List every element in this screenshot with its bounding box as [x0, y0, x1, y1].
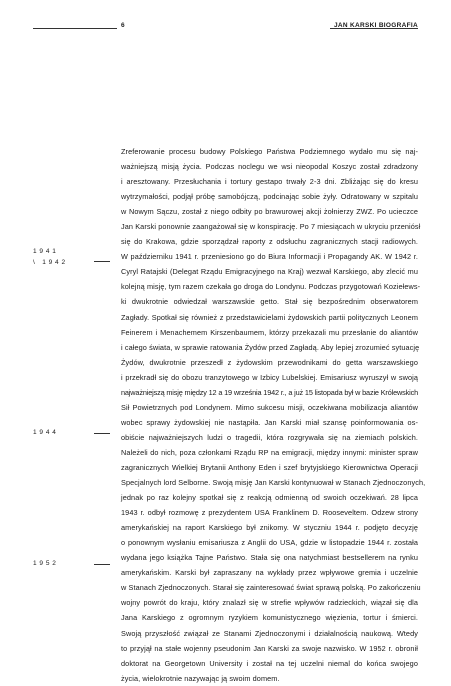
- text-line: Żydów, dwukrotnie przeszedł z żydowskim przewodnikami do getta warszawskiego: [121, 357, 418, 367]
- text-line: ki dwukrotnie odwiedzał warszawskie getto. Stał się bezpośrednim obserwatorem: [121, 297, 418, 307]
- text-line: obiście najważniejszych ludzi o tragedii, która rozgrywała się na ziemiach polskich.: [121, 432, 418, 442]
- text-line: Sił Powietrznych pod Londynem. Mimo sukcesu misji, oczekiwana mobilizacja aliantów: [121, 402, 418, 412]
- text-line: najważniejszą misję między 12 a 19 września 1942 r., a już 15 listopada był w bazie Królewskich: [121, 387, 418, 397]
- text-line: w Nowym Sączu, został z niego odbity po brawurowej akcji żołnierzy ZWZ. Po ucieczce: [121, 207, 418, 217]
- margin-year-1942: \ 1942: [33, 259, 68, 266]
- running-title: JAN KARSKI BIOGRAFIA: [333, 22, 418, 29]
- text-line: to przyjął na stałe wojenny pseudonim Jan Karski za swoje nazwisko. W 1952 r. obronił: [121, 643, 418, 653]
- margin-year-1952: 1952: [33, 560, 59, 567]
- text-line: wojny powrót do kraju, który znalazł się w strefie wpływów radzieckich, wiązał się dla: [121, 598, 418, 608]
- text-line: Jana Karskiego z ogromnym ryzykiem komunistycznego więzienia, tortur i śmierci.: [121, 613, 418, 623]
- text-line: ważniejszą misją życia. Podczas noclegu we wsi nieopodal Koszyc został zdradzony: [121, 162, 418, 172]
- text-line: W październiku 1941 r. przeniesiono go do Biura Informacji i Propagandy AK. W 1942 r.: [121, 252, 418, 262]
- text-line: wydana jego książka Tajne Państwo. Stała się ona natychmiast bestsellerem na rynku: [121, 553, 418, 563]
- text-line-last: życia, wielokrotnie nazywając ją swoim domem.: [121, 673, 280, 683]
- text-line: o ponownym wysłaniu emisariusza z Anglii do USA, gdzie w listopadzie 1944 r. została: [121, 538, 418, 548]
- text-line: doktorat na Georgetown University i został na tej uczelni niemal do końca swojego: [121, 658, 418, 668]
- text-line: amerykańskim. Karski był zapraszany na wykłady przez wpływowe gremia i uczelnie: [121, 568, 418, 578]
- page-number: 6: [121, 22, 125, 29]
- text-line: Feinerem i Menachemem Kirszenbaumem, którzy przekazali mu przesłanie do aliantów: [121, 327, 418, 337]
- margin-year-1952-line: [94, 564, 110, 565]
- text-line: wobec sprawy żydowskiej nie nastąpiła. Jan Karski miał szansę poinformowania os-: [121, 417, 418, 427]
- text-line: Zagłady. Spotkał się również z przedstawicielami żydowskich partii politycznych Leonem: [121, 312, 418, 322]
- text-line: kolejną misję, tym razem czekała go droga do Londynu. Podczas przygotowań Koziełews-: [121, 282, 421, 292]
- text-line: Zreferowanie procesu budowy Polskiego Państwa Podziemnego wydało mu się naj-: [121, 147, 418, 156]
- text-line: wytrzymałości, podjął próbę samobójczą, podcinając sobie żyły. Odratowany w szpitalu: [121, 192, 418, 202]
- text-line: Swoją przyszłość związał ze Stanami Zjednoczonymi i działalnością naukową. Wtedy: [121, 628, 418, 638]
- biography-text: [121, 144, 426, 686]
- text-line: się do Krakowa, gdzie sporządzał raporty z odsłuchu zagranicznych stacji radiowych.: [121, 237, 418, 247]
- text-line: 1943 r. odbył rozmowę z prezydentem USA Franklinem D. Rooseveltem. Odzew strony: [121, 508, 418, 518]
- text-line: Specjalnych lord Selborne. Swoją misję Jan Karski kontynuował w Stanach Zjednoczonych,: [121, 478, 426, 488]
- text-line: w Stanach Zjednoczonych. Starał się zainteresować świat sprawą polską. Po zakończeniu: [121, 583, 421, 593]
- margin-year-1941: 1941: [33, 248, 59, 255]
- header-rule-left: [33, 28, 117, 29]
- text-line: zagranicznych Wielkiej Brytanii Anthony Eden i szef brytyjskiego Kierownictwa Operacji: [121, 462, 418, 472]
- margin-year-1944: 1944: [33, 429, 59, 436]
- text-line: Należeli do nich, poza członkami Rządu RP na emigracji, między innymi: minister spraw: [121, 447, 418, 457]
- margin-year-1942-line: [94, 261, 110, 262]
- text-line: amerykańskiej na raport Karskiego był znikomy. W styczniu 1944 r. podjęto decyzję: [121, 523, 418, 533]
- text-line: i przekradł się do obozu tranzytowego w Izbicy Lubelskiej. Emisariusz wyruszył w swoją: [121, 372, 418, 382]
- text-line: i całego świata, w sprawie ratowania Żydów przed Zagładą. Aby lepiej zrozumieć sytuację: [121, 342, 420, 352]
- text-line: jednak po raz kolejny spotkał się z reakcją odmienną od swoich oczekiwań. 28 lipca: [121, 493, 418, 503]
- margin-year-1944-line: [94, 433, 110, 434]
- text-line: Cyryl Ratajski (Delegat Rządu Emigracyjnego na Kraj) wezwał Karskiego, aby zlecić mu: [121, 267, 418, 277]
- text-line: Jan Karski ponownie zaangażował się w konspirację. Po 7 miesiącach w ukryciu przeniósł: [121, 222, 421, 232]
- text-line: i aresztowany. Przesłuchania i tortury gestapo trwały 2-3 dni. Zbliżając się do kresu: [121, 177, 418, 187]
